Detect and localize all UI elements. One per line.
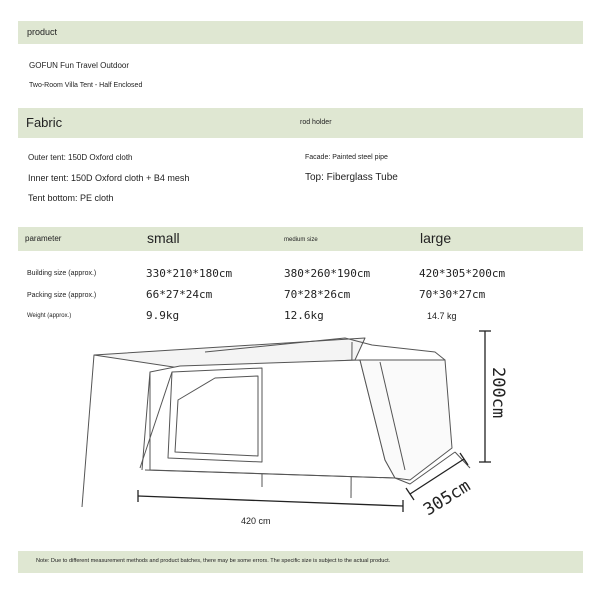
size-small-header: small <box>147 230 180 246</box>
fabric-outer: Outer tent: 150D Oxford cloth <box>28 153 133 162</box>
depth-label: 305cm <box>420 476 475 521</box>
size-medium-header: medium size <box>284 237 318 243</box>
height-label: 200cm <box>488 367 508 419</box>
row-weight-small: 9.9kg <box>146 309 180 322</box>
row-packing-large: 70*30*27cm <box>419 288 486 301</box>
rod-holder-header: rod holder <box>300 119 332 126</box>
product-name-line1: GOFUN Fun Travel Outdoor <box>29 61 130 70</box>
width-dimension <box>138 490 403 512</box>
row-weight-large: 14.7 kg <box>427 311 457 321</box>
fabric-header: Fabric <box>26 115 63 130</box>
width-label: 420 cm <box>241 516 271 526</box>
parameter-header: parameter <box>25 234 62 243</box>
row-building-medium: 380*260*190cm <box>284 267 371 280</box>
row-weight-label: Weight (approx.) <box>27 313 72 319</box>
rod-top: Top: Fiberglass Tube <box>305 172 398 183</box>
fabric-inner: Inner tent: 150D Oxford cloth + B4 mesh <box>28 173 190 183</box>
row-weight-medium: 12.6kg <box>284 309 324 322</box>
row-packing-medium: 70*28*26cm <box>284 288 351 301</box>
row-packing-small: 66*27*24cm <box>146 288 213 301</box>
row-building-label: Building size (approx.) <box>27 270 97 277</box>
note-text: Note: Due to different measurement methods and product batches, there may be some errors. The specific size is subject to the actual product. <box>36 558 391 564</box>
fabric-bottom: Tent bottom: PE cloth <box>28 193 114 203</box>
rod-facade: Facade: Painted steel pipe <box>305 154 388 161</box>
row-packing-label: Packing size (approx.) <box>27 292 97 299</box>
product-name-line2: Two-Room Villa Tent - Half Enclosed <box>29 82 143 89</box>
row-building-small: 330*210*180cm <box>146 267 233 280</box>
size-large-header: large <box>420 230 452 246</box>
row-building-large: 420*305*200cm <box>419 267 506 280</box>
product-header: product <box>27 27 58 37</box>
tent-outline <box>82 338 470 507</box>
